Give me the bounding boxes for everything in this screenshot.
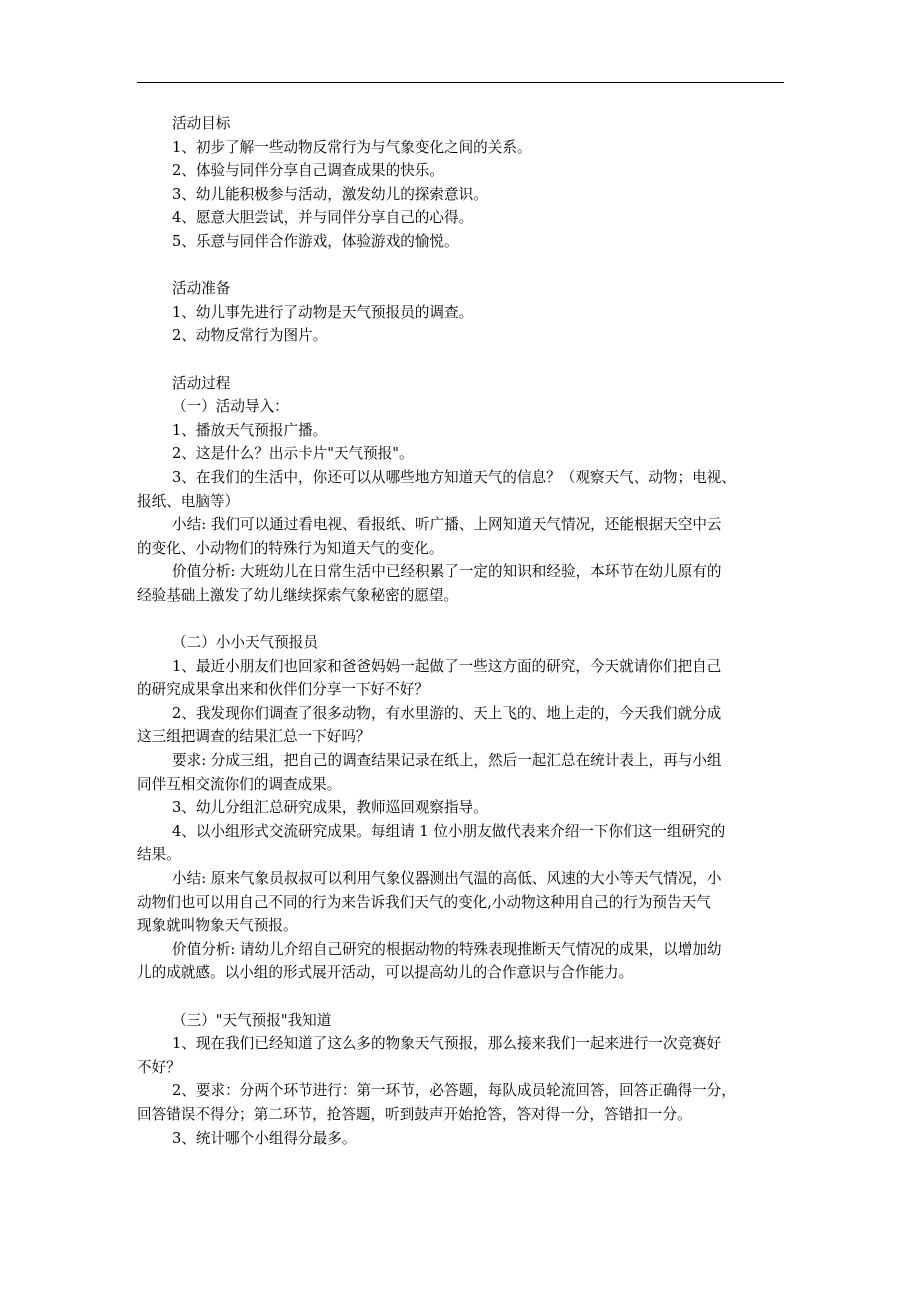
part1-line-1: 1、播放天气预报广播。: [172, 421, 328, 439]
goal-item-4: 4、愿意大胆尝试，并与同伴分享自己的心得。: [172, 209, 474, 227]
part1-line-3a: 3、在我们的生活中，你还可以从哪些地方知道天气的信息？（观察天气、动物；电视、: [172, 468, 736, 486]
part2-summary-c: 现象就叫物象天气预报。: [137, 917, 298, 935]
prep-item-1: 1、幼儿事先进行了动物是天气预报员的调查。: [172, 303, 474, 321]
part2-line-3: 3、幼儿分组汇总研究成果，教师巡回观察指导。: [172, 799, 488, 817]
part2-requirement-b: 同伴互相交流你们的调查成果。: [137, 775, 342, 793]
process-heading: 活动过程: [172, 374, 231, 392]
part2-summary-a: 小结: 原来气象员叔叔可以利用气象仪器测出气温的高低、风速的大小等天气情况，小: [172, 870, 722, 887]
goal-item-1: 1、初步了解一些动物反常行为与气象变化之间的关系。: [172, 138, 532, 156]
part2-value-b: 儿的成就感。以小组的形式展开活动，可以提高幼儿的合作意识与合作能力。: [137, 964, 634, 982]
part3-line-2a: 2、要求：分两个环节进行：第一环节，必答题，每队成员轮流回答，回答正确得一分，: [172, 1082, 736, 1100]
part2-line-4a: 4、以小组形式交流研究成果。每组请 1 位小朋友做代表来介绍一下你们这一组研究的: [172, 822, 726, 840]
part1-line-2: 2、这是什么？出示卡片"天气预报"。: [172, 445, 414, 463]
part2-requirement-a: 要求: 分成三组，把自己的调查结果记录在纸上，然后一起汇总在统计表上，再与小组: [172, 752, 722, 770]
part2-line-1b: 的研究成果拿出来和伙伴们分享一下好不好？: [137, 681, 429, 699]
spacer: [172, 607, 790, 631]
part3-line-3: 3、统计哪个小组得分最多。: [172, 1129, 357, 1147]
part1-value-a: 价值分析: 大班幼儿在日常生活中已经积累了一定的知识和经验，本环节在幼儿原有的: [172, 563, 722, 581]
spacer: [172, 348, 790, 372]
part2-value-a: 价值分析: 请幼儿介绍自己研究的根据动物的特殊表现推断天气情况的成果，以增加幼: [172, 940, 722, 958]
prep-heading: 活动准备: [172, 280, 231, 298]
part1-value-b: 经验基础上激发了幼儿继续探索气象秘密的愿望。: [137, 586, 459, 604]
part3-line-1a: 1、现在我们已经知道了这么多的物象天气预报，那么接来我们一起来进行一次竞赛好: [172, 1035, 722, 1053]
part3-title: （三）"天气预报"我知道: [172, 1011, 332, 1029]
goal-item-3: 3、幼儿能积极参与活动，激发幼儿的探索意识。: [172, 185, 488, 203]
goal-item-2: 2、体验与同伴分享自己调查成果的快乐。: [172, 162, 444, 180]
header-rule: [137, 82, 784, 83]
prep-item-2: 2、动物反常行为图片。: [172, 327, 328, 345]
part2-line-2a: 2、我发现你们调查了很多动物，有水里游的、天上飞的、地上走的，今天我们就分成: [172, 704, 722, 722]
document-body: [137, 112, 790, 1150]
part3-line-2b: 回答错误不得分；第二环节，抢答题，听到鼓声开始抢答，答对得一分，答错扣一分。: [137, 1105, 692, 1123]
part1-summary-a: 小结: 我们可以通过看电视、看报纸、听广播、上网知道天气情况，还能根据天空中云: [172, 516, 722, 534]
part1-summary-b: 的变化、小动物们的特殊行为知道天气的变化。: [137, 539, 444, 557]
spacer: [172, 985, 790, 1009]
part2-line-4b: 结果。: [137, 846, 181, 864]
goals-heading: 活动目标: [172, 115, 231, 132]
part3-line-1b: 不好？: [137, 1058, 181, 1076]
part2-title: （二）小小天气预报员: [172, 634, 318, 652]
part1-title: （一）活动导入：: [172, 398, 289, 416]
goal-item-5: 5、乐意与同伴合作游戏，体验游戏的愉悦。: [172, 232, 459, 250]
part2-summary-b: 动物们也可以用自己不同的行为来告诉我们天气的变化,小动物这种用自己的行为预告天气: [137, 893, 711, 911]
spacer: [172, 254, 790, 278]
part2-line-2b: 这三组把调查的结果汇总一下好吗？: [137, 728, 371, 746]
part2-line-1a: 1、最近小朋友们也回家和爸爸妈妈一起做了一些这方面的研究，今天就请你们把自己: [172, 657, 722, 675]
part1-line-3b: 报纸、电脑等）: [137, 492, 240, 510]
